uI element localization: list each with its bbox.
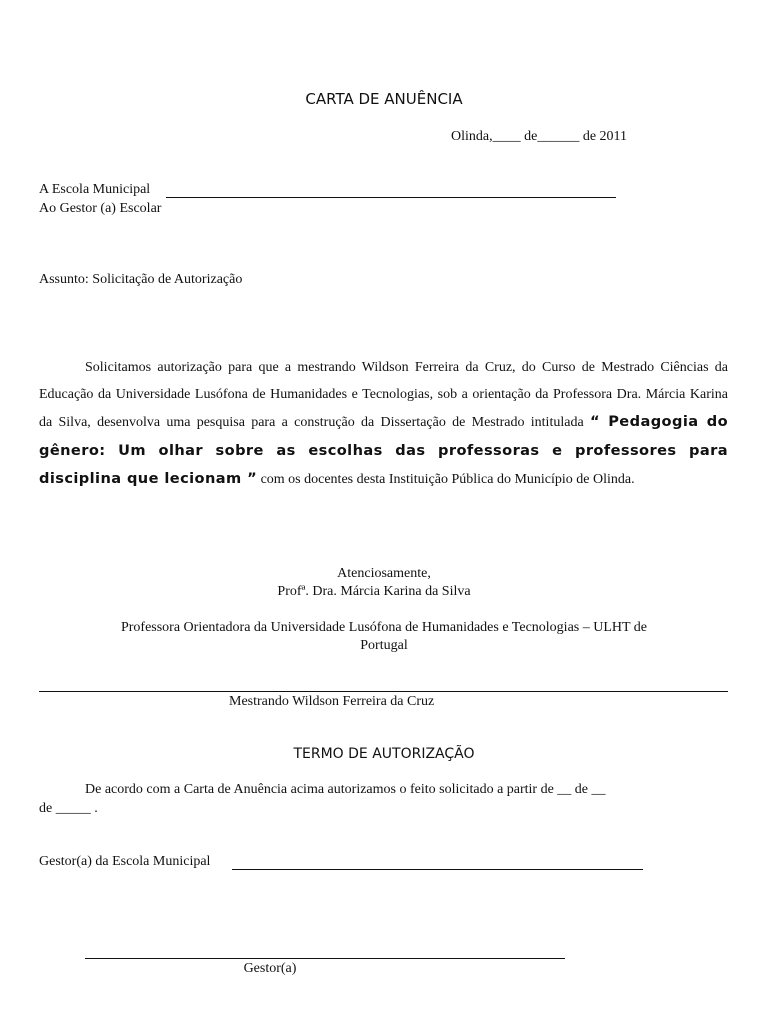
advisor-role-line1: Professora Orientadora da Universidade Lusófona de Humanidades e Tecnologias – ULHT de xyxy=(120,620,648,635)
student-signature-line xyxy=(39,691,728,692)
term-title: TERMO DE AUTORIZAÇÃO xyxy=(293,746,475,762)
student-name: Mestrando Wildson Ferreira da Cruz xyxy=(229,694,435,709)
manager-signature-label: Gestor(a) xyxy=(243,961,297,976)
term-text-line2: de _____ . xyxy=(39,801,98,816)
term-text-line1: De acordo com a Carta de Anuência acima autorizamos o feito solicitado a partir de __ de __ xyxy=(85,782,606,797)
request-text-part2: com os docentes desta Instituição Pública do Município de Olinda. xyxy=(257,471,635,487)
advisor-role-line2: Portugal xyxy=(360,638,408,653)
manager-signature-line xyxy=(85,958,565,959)
recipient-manager-label: Ao Gestor (a) Escolar xyxy=(39,201,162,216)
manager-school-label: Gestor(a) da Escola Municipal xyxy=(39,854,211,869)
request-text-part1: Solicitamos autorização para que a mestrando Wildson Ferreira da Cruz, do Curso de Mestrado Ciências da Educação da Universidade Lusófona de Humanidades e Tecnologias, sob a orientação da Professora Dra. Márcia Karina da Silva, desenvolva uma pesquisa para a construção da Dissertação de Mestrado intitulada xyxy=(39,360,728,431)
school-name-blank-line xyxy=(166,197,616,198)
manager-school-blank-line xyxy=(232,869,643,870)
closing-text: Atenciosamente, xyxy=(337,566,431,581)
request-paragraph xyxy=(39,354,728,493)
place-date-line: Olinda,____ de______ de 2011 xyxy=(451,129,628,144)
recipient-school-label: A Escola Municipal xyxy=(39,182,151,197)
subject-line: Assunto: Solicitação de Autorização xyxy=(39,272,243,287)
document-title: CARTA DE ANUÊNCIA xyxy=(305,90,463,108)
advisor-name: Profª. Dra. Márcia Karina da Silva xyxy=(277,584,471,599)
dissertation-title: “ Pedagogia do gênero: Um olhar sobre as escolhas das professoras e professores para disciplina que lecionam ” xyxy=(39,413,729,487)
